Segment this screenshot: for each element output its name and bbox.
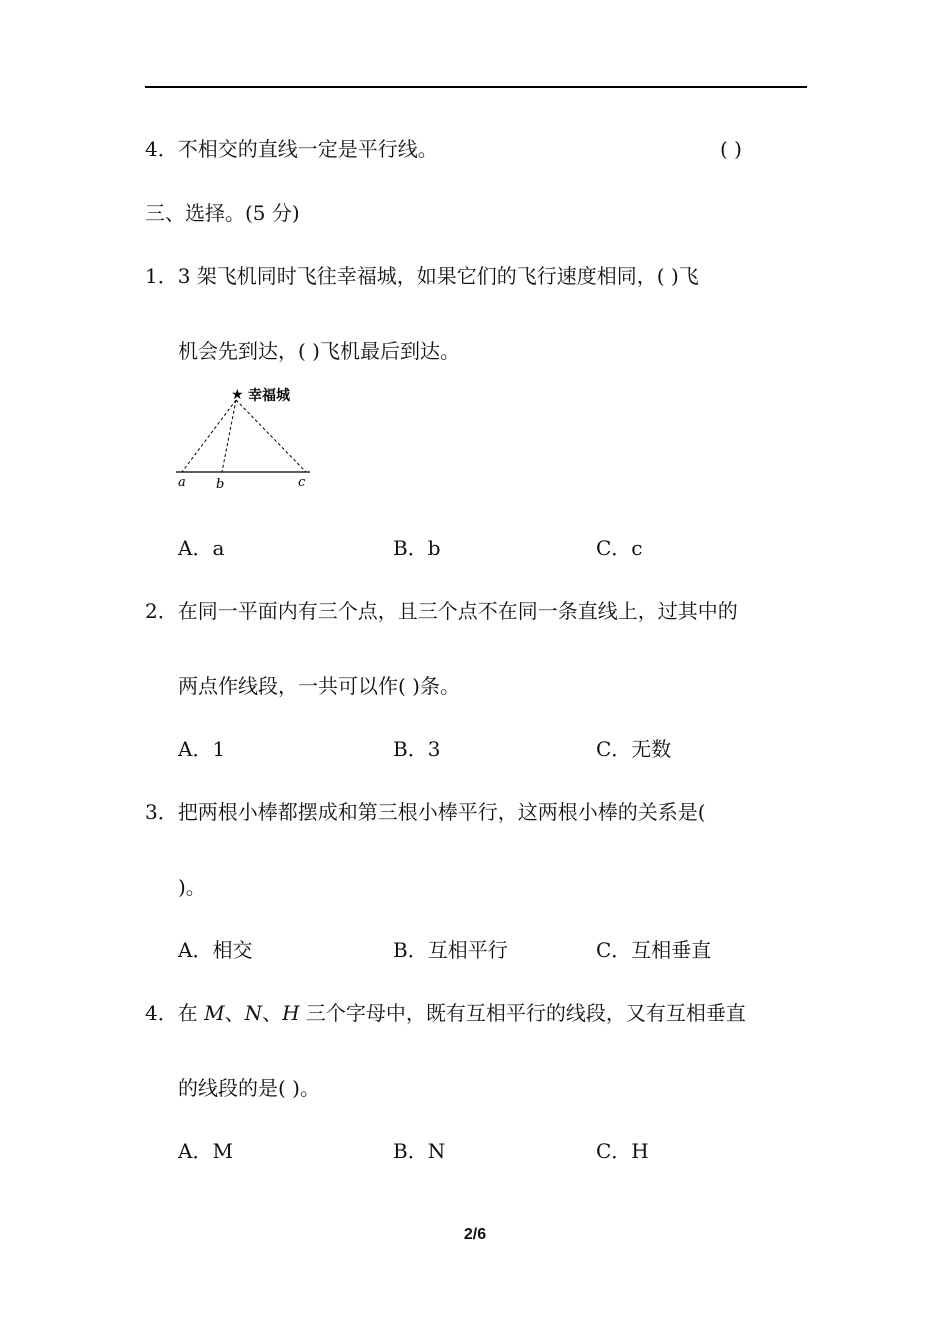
point-a-label: a xyxy=(178,475,186,490)
q4-prefix: 4．在 xyxy=(145,1001,205,1025)
q2-option-c[interactable]: C．无数 xyxy=(596,737,672,761)
q1-figure xyxy=(170,380,320,495)
header-rule xyxy=(145,86,807,88)
prev-item-text: 4．不相交的直线一定是平行线。 xyxy=(145,137,438,161)
q1-option-b[interactable]: B．b xyxy=(393,536,441,560)
q3-option-b[interactable]: B．互相平行 xyxy=(393,938,508,962)
q1-option-a[interactable]: A．a xyxy=(178,536,225,560)
section-title: 三、选择。(5 分) xyxy=(145,201,300,225)
letter-n: N xyxy=(244,1001,263,1025)
point-b-label: b xyxy=(216,477,225,492)
city-label: 幸福城 xyxy=(248,388,290,404)
q4-line1 xyxy=(145,1001,746,1025)
q4-line2: 的线段的是( )。 xyxy=(178,1076,320,1100)
point-c-label: c xyxy=(298,475,306,490)
q4-option-c[interactable]: C．H xyxy=(596,1139,649,1163)
q3-option-c[interactable]: C．互相垂直 xyxy=(596,938,712,962)
letter-h: H xyxy=(282,1001,300,1025)
q4-option-b[interactable]: B．N xyxy=(393,1139,446,1163)
q3-line2: )。 xyxy=(178,875,206,899)
answer-paren[interactable]: ( ) xyxy=(720,137,742,161)
q1-line2: 机会先到达，( )飞机最后到达。 xyxy=(178,339,460,363)
q2-option-b[interactable]: B．3 xyxy=(393,737,441,761)
path-b xyxy=(222,400,236,472)
path-a xyxy=(182,400,236,472)
q3-option-a[interactable]: A．相交 xyxy=(178,938,253,962)
letter-m: M xyxy=(204,1001,225,1025)
q4-sep2: 、 xyxy=(262,1001,283,1025)
q2-line2: 两点作线段，一共可以作( )条。 xyxy=(178,674,460,698)
q1-option-c[interactable]: C．c xyxy=(596,536,643,560)
page-number: 2/6 xyxy=(463,1226,487,1243)
path-c xyxy=(236,400,306,472)
star-icon: ★ xyxy=(231,387,244,403)
q1-line1: 1．3 架飞机同时飞往幸福城，如果它们的飞行速度相同，( )飞 xyxy=(145,264,699,288)
q2-line1: 2．在同一平面内有三个点，且三个点不在同一条直线上，过其中的 xyxy=(145,599,738,623)
q4-rest: 三个字母中，既有互相平行的线段，又有互相垂直 xyxy=(299,1001,746,1025)
q2-option-a[interactable]: A．1 xyxy=(178,737,226,761)
q4-sep1: 、 xyxy=(224,1001,245,1025)
q3-line1: 3．把两根小棒都摆成和第三根小棒平行，这两根小棒的关系是( xyxy=(145,800,706,824)
q4-option-a[interactable]: A．M xyxy=(178,1139,233,1163)
